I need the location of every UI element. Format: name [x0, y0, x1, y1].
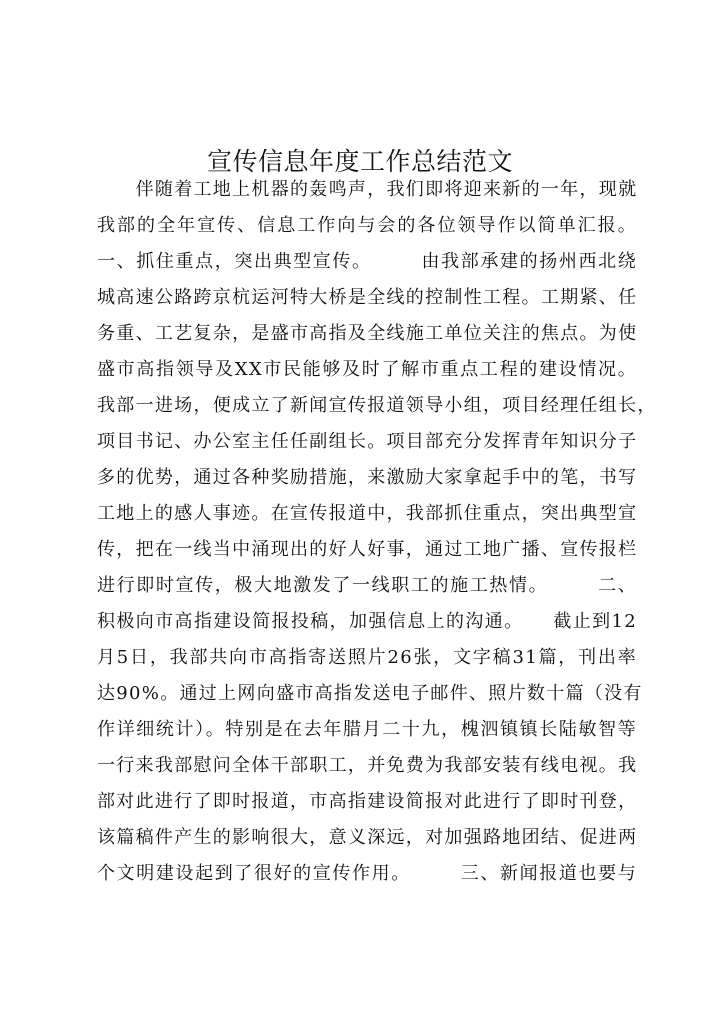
- body-line: 伴随着工地上机器的轰鸣声，我们即将迎来新的一年，现就: [97, 179, 638, 200]
- body-line: 作详细统计）。特别是在去年腊月二十九，槐泗镇镇长陆敏智等: [97, 719, 637, 740]
- body-line: 个文明建设起到了很好的宣传作用。 三、新闻报道也要与: [97, 863, 637, 884]
- body-line: 进行即时宣传，极大地激发了一线职工的施工热情。 二、: [97, 575, 637, 596]
- body-line: 多的优势，通过各种奖励措施，来激励大家拿起手中的笔，书写: [97, 467, 638, 488]
- document-title: 宣传信息年度工作总结范文: [206, 146, 513, 176]
- body-line: 项目书记、办公室主任任副组长。项目部充分发挥青年知识分子: [97, 431, 638, 452]
- body-line: 部对此进行了即时报道，市高指建设简报对此进行了即时刊登，: [97, 791, 638, 812]
- body-line: 我部的全年宣传、信息工作向与会的各位领导作以简单汇报。: [97, 215, 637, 236]
- body-line: 一行来我部慰问全体干部职工，并免费为我部安装有线电视。我: [97, 755, 638, 776]
- body-line: 传，把在一线当中涌现出的好人好事，通过工地广播、宣传报栏: [97, 539, 638, 560]
- body-line: 我部一进场，便成立了新闻宣传报道领导小组，项目经理任组长，: [97, 395, 657, 416]
- body-line: 盛市高指领导及XX市民能够及时了解市重点工程的建设情况。: [97, 359, 637, 380]
- body-line: 一、抓住重点，突出典型宣传。 由我部承建的扬州西北绕: [97, 251, 637, 272]
- body-line: 该篇稿件产生的影响很大，意义深远，对加强路地团结、促进两: [97, 827, 638, 848]
- body-line: 达90%。通过上网向盛市高指发送电子邮件、照片数十篇（没有: [97, 683, 643, 704]
- body-line: 城高速公路跨京杭运河特大桥是全线的控制性工程。工期紧、任: [97, 287, 638, 308]
- document-body: [97, 172, 657, 892]
- body-line: 积极向市高指建设简报投稿，加强信息上的沟通。 截止到12: [97, 611, 637, 632]
- body-line: 务重、工艺复杂，是盛市高指及全线施工单位关注的焦点。为使: [97, 323, 638, 344]
- body-line: 工地上的感人事迹。在宣传报道中，我部抓住重点，突出典型宣: [97, 503, 638, 524]
- body-line: 月5日，我部共向市高指寄送照片26张，文字稿31篇，刊出率: [97, 647, 637, 668]
